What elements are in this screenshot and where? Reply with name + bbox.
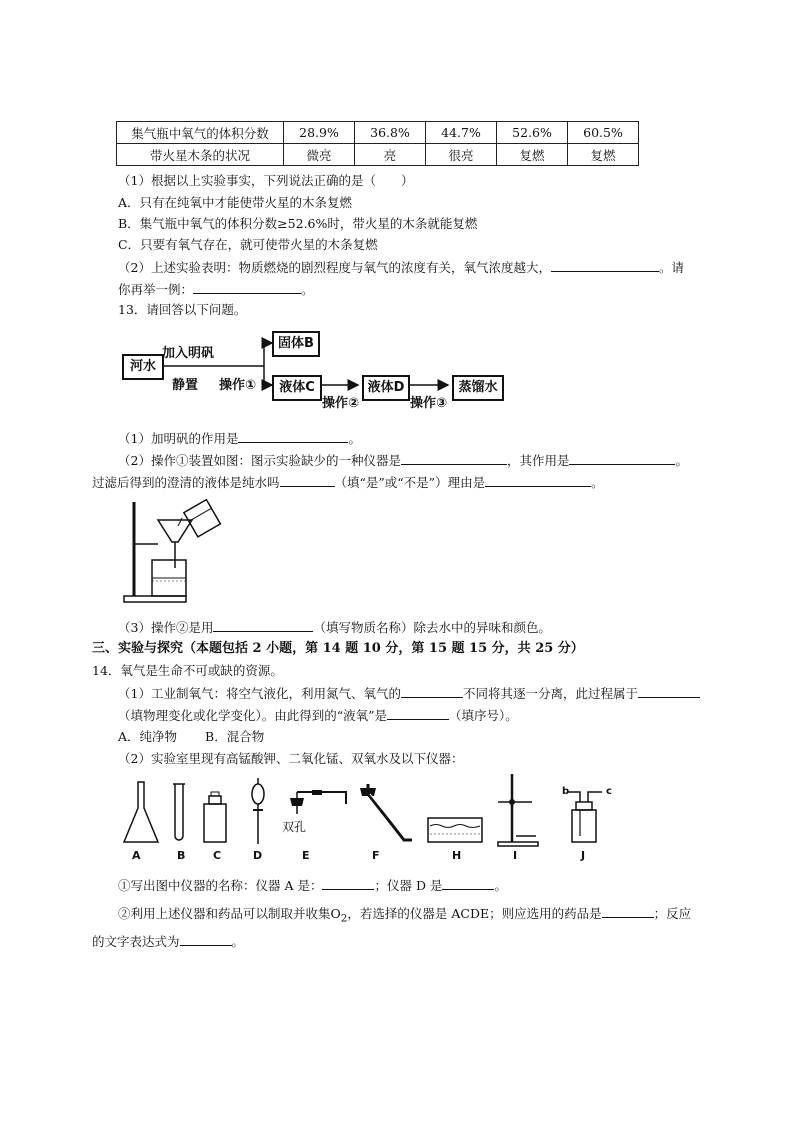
q14-step2-cont: 的文字表达式为 。 [92,934,245,949]
filtration-apparatus-image [122,498,222,608]
answer-blank[interactable] [213,618,313,632]
table-cell: 亮 [355,144,426,166]
answer-blank[interactable] [180,932,232,946]
q12-option-a: A．只有在纯氧中才能使带火星的木条复燃 [118,195,353,210]
q14-part1: （1）工业制氧气：将空气液化，利用氮气、氧气的 不同将其逐一分离，此过程属于 [118,684,700,703]
double-hole-label: 双孔 [282,820,307,834]
table-cell: 52.6% [497,122,568,144]
answer-blank[interactable] [193,280,301,294]
oxygen-table [116,121,639,166]
instrument-label-a: A [132,849,141,862]
q12-part2: （2）上述实验表明：物质燃烧的剧烈程度与氧气的浓度有关，氧气浓度越大， 。请 [118,260,684,275]
table-cell: 28.9% [284,122,355,144]
table-cell: 很亮 [426,144,497,166]
answer-blank[interactable] [401,684,463,698]
box-liquid-d: 液体D [362,375,410,401]
q14-part1-cont: （填物理变化或化学变化）。由此得到的“液氧”是 （填序号）。 [118,708,518,723]
answer-blank[interactable] [387,706,449,720]
table-cell: 36.8% [355,122,426,144]
q12-part2-cont: 你再举一例： 。 [118,282,314,297]
q13-part3: （3）操作②是用 （填写物质名称）除去水中的异味和颜色。 [118,620,551,635]
box-river-water: 河水 [122,354,164,380]
q13-title: 13．请回答以下问题。 [118,302,247,317]
q13-part2: （2）操作①装置如图：图示实验缺少的一种仪器是 ，其作用是 。 [118,453,688,468]
table-cell: 60.5% [568,122,639,144]
table-row [117,122,639,144]
answer-blank[interactable] [401,451,507,465]
answer-blank[interactable] [442,876,494,890]
instrument-label-j: J [581,849,586,862]
q13-part2-cont: 过滤后得到的澄清的液体是纯水吗 （填“是”或“不是”）理由是 。 [92,475,604,490]
box-distilled-water: 蒸馏水 [452,375,504,401]
separatory-funnel-icon [252,784,264,804]
tube-label-c: c [606,786,612,797]
label-operation-1: 操作① [219,378,257,393]
test-tube-icon [175,784,183,840]
label-operation-2: 操作② [322,396,360,411]
tube-label-b: b [562,786,570,797]
q13-part1: （1）加明矾的作用是 。 [118,431,361,446]
instrument-label-b: B [177,849,186,862]
answer-blank[interactable] [638,684,700,698]
instrument-label-i: I [513,849,518,862]
answer-blank[interactable] [238,429,348,443]
table-row [117,144,639,166]
table-cell: 44.7% [426,122,497,144]
table-cell: 集气瓶中氧气的体积分数 [117,122,284,144]
q14-options: A．纯净物 B．混合物 [118,729,265,744]
answer-blank[interactable] [551,258,659,272]
table-cell: 复燃 [497,144,568,166]
q12-option-b: B．集气瓶中氧气的体积分数≥52.6%时，带火星的木条就能复燃 [118,216,478,231]
q14-title: 14．氧气是生命不可或缺的资源。 [92,663,283,678]
label-settle: 静置 [172,378,199,393]
answer-blank[interactable] [569,451,675,465]
answer-blank[interactable] [602,904,654,918]
section-3-heading: 三、实验与探究（本题包括 2 小题，第 14 题 10 分，第 15 题 15 分，共 25 分） [92,641,584,656]
table-cell: 复燃 [568,144,639,166]
gas-bottle-icon [572,810,596,842]
answer-blank[interactable] [280,473,335,487]
table-cell: 微亮 [284,144,355,166]
q14-part2: （2）实验室里现有高锰酸钾、二氧化锰、双氧水及以下仪器： [118,751,464,766]
instrument-label-f: F [372,849,380,862]
reagent-bottle-icon [204,804,226,842]
box-liquid-c: 液体C [272,375,322,401]
answer-blank[interactable] [485,473,591,487]
water-trough-icon [428,818,482,842]
label-add-alum: 加入明矾 [162,346,215,361]
instrument-label-h: H [452,849,462,862]
stopper-icon [290,798,304,806]
instrument-label-e: E [302,849,310,862]
instrument-label-c: C [213,849,222,862]
q14-step2: ②利用上述仪器和药品可以制取并收集$O_2$，若选择的仪器是 ACDE；则应选用的药品是 ；反应 [118,906,692,925]
conical-flask-icon [124,782,158,842]
lab-instruments-image [112,770,622,852]
instrument-label-d: D [253,849,263,862]
answer-blank[interactable] [322,876,374,890]
q12-part1: （1）根据以上实验事实，下列说法正确的是（ ） [118,173,414,188]
label-operation-3: 操作③ [410,396,448,411]
q12-option-c: C．只要有氧气存在，就可使带火星的木条复燃 [118,237,378,252]
box-solid-b: 固体B [272,331,320,357]
q14-step1: ①写出图中仪器的名称：仪器 A 是： ；仪器 D 是 。 [118,878,507,893]
table-cell: 带火星木条的状况 [117,144,284,166]
